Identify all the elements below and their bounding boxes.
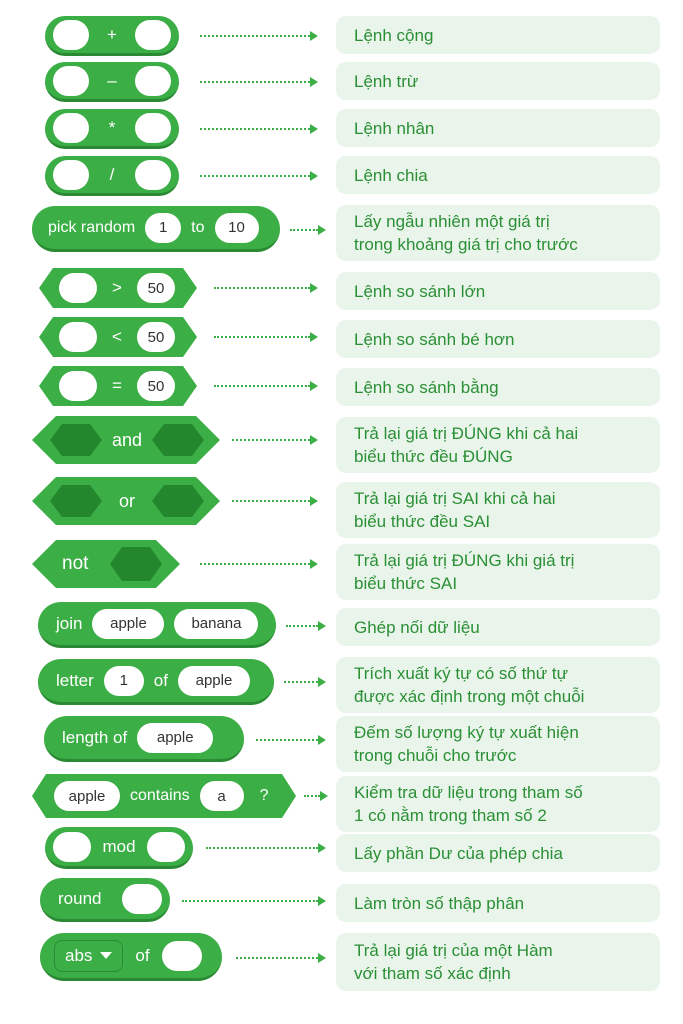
not-label: not: [62, 553, 89, 574]
or-input-2[interactable]: [152, 485, 204, 517]
mod-block[interactable]: [45, 827, 193, 869]
contains-question-mark: ?: [259, 787, 269, 804]
divide-operator: /: [109, 164, 115, 184]
pick-random-description: Lấy ngẫu nhiên một giá trị trong khoảng giá trị cho trước: [336, 205, 660, 261]
and-description: Trả lại giá trị ĐÚNG khi cả hai biểu thức đều ĐÚNG: [336, 417, 660, 473]
contains-label: contains: [130, 787, 190, 804]
letter-arrow: [284, 676, 326, 688]
mod-input-2[interactable]: [147, 832, 185, 862]
pick-random-arrow: [290, 224, 326, 236]
greater-than-input-1[interactable]: [59, 273, 97, 303]
pick-random-label: pick random: [48, 218, 136, 236]
add-description: Lệnh cộng: [336, 16, 660, 54]
greater-than-operator: >: [112, 278, 122, 297]
subtract-arrow: [200, 76, 318, 88]
function-dropdown[interactable]: [54, 940, 123, 972]
and-arrow: [232, 434, 318, 446]
equal-input-1[interactable]: [59, 371, 97, 401]
contains-input-2[interactable]: a: [200, 781, 244, 811]
letter-block[interactable]: [38, 659, 274, 705]
join-block[interactable]: [38, 602, 276, 648]
less-than-arrow: [214, 331, 318, 343]
or-block[interactable]: [32, 477, 220, 525]
subtract-operator: –: [107, 70, 117, 90]
function-dropdown-value: abs: [65, 945, 93, 965]
join-input-1[interactable]: apple: [92, 609, 164, 639]
greater-than-input-2[interactable]: 50: [137, 273, 175, 303]
subtract-input-1[interactable]: [53, 66, 89, 96]
greater-than-block[interactable]: [39, 268, 197, 308]
abs-description: Trả lại giá trị của một Hàm với tham số xác định: [336, 933, 660, 991]
pick-random-to-label: to: [191, 218, 205, 236]
contains-input-1[interactable]: apple: [54, 781, 120, 811]
divide-input-1[interactable]: [53, 160, 89, 190]
and-block[interactable]: [32, 416, 220, 464]
or-input-1[interactable]: [50, 485, 102, 517]
equal-block[interactable]: [39, 366, 197, 406]
contains-block[interactable]: [32, 774, 296, 818]
mod-label: mod: [102, 836, 136, 856]
and-input-1[interactable]: [50, 424, 102, 456]
letter-index-input[interactable]: 1: [104, 666, 144, 696]
pick-random-block[interactable]: [32, 206, 280, 252]
less-than-block[interactable]: [39, 317, 197, 357]
multiply-operator: *: [108, 117, 116, 137]
round-block[interactable]: [40, 878, 170, 922]
length-of-label: length of: [62, 727, 128, 747]
contains-description: Kiểm tra dữ liệu trong tham số 1 có nằm trong tham số 2: [336, 776, 660, 832]
length-of-arrow: [256, 734, 326, 746]
length-of-description: Đếm số lượng ký tự xuất hiện trong chuỗi cho trước: [336, 716, 660, 772]
add-block[interactable]: [45, 16, 179, 56]
divide-input-2[interactable]: [135, 160, 171, 190]
less-than-description: Lệnh so sánh bé hơn: [336, 320, 660, 358]
join-description: Ghép nối dữ liệu: [336, 608, 660, 646]
multiply-input-2[interactable]: [135, 113, 171, 143]
multiply-description: Lệnh nhân: [336, 109, 660, 147]
not-description: Trả lại giá trị ĐÚNG khi giá trị biểu thức SAI: [336, 544, 660, 600]
round-label: round: [58, 888, 102, 908]
mod-description: Lấy phần Dư của phép chia: [336, 834, 660, 872]
equal-operator: =: [112, 376, 122, 395]
and-label: and: [111, 429, 143, 450]
subtract-description: Lệnh trừ: [336, 62, 660, 100]
letter-label: letter: [56, 670, 94, 690]
add-arrow: [200, 30, 318, 42]
contains-arrow: [304, 790, 328, 802]
mod-input-1[interactable]: [53, 832, 91, 862]
multiply-block[interactable]: [45, 109, 179, 149]
equal-description: Lệnh so sánh bằng: [336, 368, 660, 406]
mod-arrow: [206, 842, 326, 854]
divide-description: Lệnh chia: [336, 156, 660, 194]
join-input-2[interactable]: banana: [174, 609, 258, 639]
greater-than-description: Lệnh so sánh lớn: [336, 272, 660, 310]
multiply-arrow: [200, 123, 318, 135]
multiply-input-1[interactable]: [53, 113, 89, 143]
subtract-block[interactable]: [45, 62, 179, 102]
add-input-2[interactable]: [135, 20, 171, 50]
less-than-input-2[interactable]: 50: [137, 322, 175, 352]
divide-block[interactable]: [45, 156, 179, 196]
abs-block[interactable]: [40, 933, 222, 981]
length-of-input[interactable]: apple: [137, 723, 213, 753]
subtract-input-2[interactable]: [135, 66, 171, 96]
not-arrow: [200, 558, 318, 570]
equal-input-2[interactable]: 50: [137, 371, 175, 401]
chevron-down-icon: [100, 952, 112, 959]
or-description: Trả lại giá trị SAI khi cả hai biểu thức đều SAI: [336, 482, 660, 538]
round-input[interactable]: [122, 884, 162, 914]
round-arrow: [182, 895, 326, 907]
and-input-2[interactable]: [152, 424, 204, 456]
abs-of-label: of: [135, 945, 150, 965]
letter-of-label: of: [153, 670, 168, 690]
divide-arrow: [200, 170, 318, 182]
abs-input[interactable]: [162, 941, 202, 971]
or-label: or: [118, 490, 135, 511]
add-operator: +: [107, 24, 117, 44]
add-input-1[interactable]: [53, 20, 89, 50]
or-arrow: [232, 495, 318, 507]
pick-random-from-input[interactable]: 1: [145, 213, 181, 243]
not-input[interactable]: [110, 547, 162, 581]
round-description: Làm tròn số thập phân: [336, 884, 660, 922]
abs-arrow: [236, 952, 326, 964]
letter-description: Trích xuất ký tự có số thứ tự được xác định trong một chuỗi: [336, 657, 660, 713]
join-label: join: [56, 613, 83, 633]
less-than-input-1[interactable]: [59, 322, 97, 352]
less-than-operator: <: [112, 327, 122, 346]
greater-than-arrow: [214, 282, 318, 294]
length-of-block[interactable]: [44, 716, 244, 762]
equal-arrow: [214, 380, 318, 392]
join-arrow: [286, 620, 326, 632]
not-block[interactable]: [32, 540, 180, 588]
pick-random-to-input[interactable]: 10: [215, 213, 259, 243]
letter-word-input[interactable]: apple: [178, 666, 250, 696]
